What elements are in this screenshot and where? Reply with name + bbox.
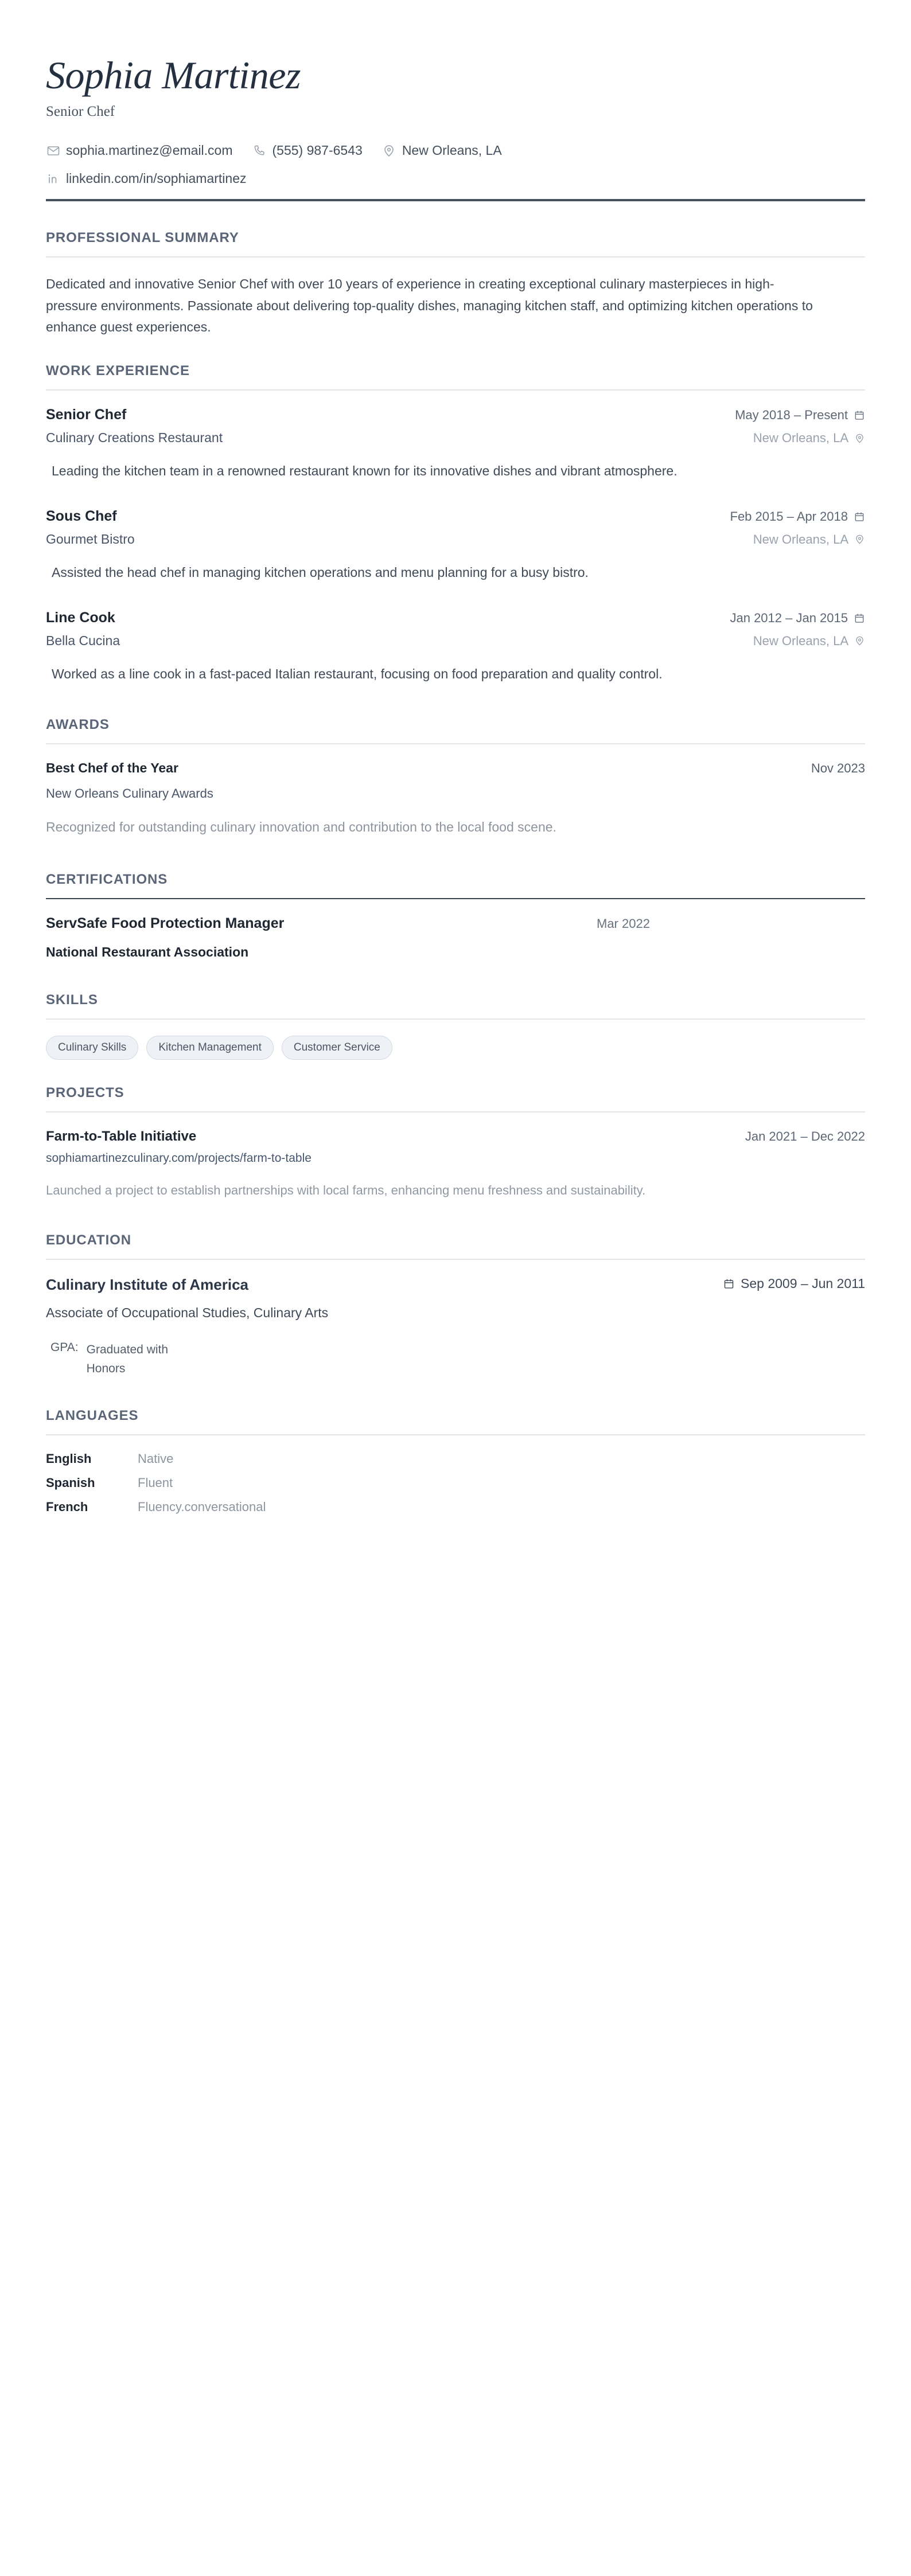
envelope-icon bbox=[46, 143, 60, 158]
education-dates-text: Sep 2009 – Jun 2011 bbox=[741, 1276, 865, 1291]
work-entry bbox=[46, 610, 865, 685]
work-location bbox=[753, 431, 865, 446]
language-row bbox=[46, 1451, 865, 1466]
linkedin-icon bbox=[46, 171, 60, 186]
section-education bbox=[46, 1232, 865, 1378]
contact-location bbox=[382, 143, 502, 158]
work-location-text: New Orleans, LA bbox=[753, 633, 848, 648]
summary-text: Dedicated and innovative Senior Chef with over 10 years of experience in creating exceptional culinary masterpieces in high-pressure environments. Passionate about delivering top-quality dishes, managing kitchen staff, and optimizing kitchen operations to enhance guest experiences. bbox=[46, 276, 813, 334]
contact-email-text: sophia.martinez@email.com bbox=[66, 143, 233, 158]
contact-location-text: New Orleans, LA bbox=[402, 143, 502, 158]
work-company: Culinary Creations Restaurant bbox=[46, 430, 223, 446]
section-languages bbox=[46, 1408, 865, 1515]
contact-row-primary bbox=[46, 143, 865, 158]
section-title-certifications: CERTIFICATIONS bbox=[46, 872, 168, 888]
contact-info bbox=[46, 143, 865, 186]
header-divider bbox=[46, 199, 865, 201]
award-description: Recognized for outstanding culinary innovation and contribution to the local food scene. bbox=[46, 819, 556, 834]
calendar-icon bbox=[854, 511, 865, 522]
candidate-job-title: Senior Chef bbox=[46, 104, 115, 120]
calendar-icon bbox=[854, 612, 865, 624]
resume-header bbox=[46, 55, 865, 205]
award-name: Best Chef of the Year bbox=[46, 760, 178, 775]
location-pin-icon bbox=[382, 143, 396, 158]
skill-list bbox=[46, 1036, 865, 1060]
education-gpa-value: Graduated with Honors bbox=[86, 1343, 169, 1375]
contact-linkedin[interactable] bbox=[46, 171, 247, 186]
work-role: Line Cook bbox=[46, 609, 115, 626]
award-date: Nov 2023 bbox=[811, 760, 865, 775]
section-title-skills: SKILLS bbox=[46, 992, 98, 1008]
candidate-name: Sophia Martinez bbox=[46, 53, 301, 97]
project-entry bbox=[46, 1129, 865, 1200]
work-location-text: New Orleans, LA bbox=[753, 532, 848, 547]
work-entry bbox=[46, 407, 865, 482]
contact-email[interactable] bbox=[46, 143, 233, 158]
education-entry bbox=[46, 1276, 865, 1378]
language-row bbox=[46, 1476, 865, 1490]
award-issuer: New Orleans Culinary Awards bbox=[46, 786, 213, 801]
section-title-languages: LANGUAGES bbox=[46, 1408, 139, 1424]
language-level: Native bbox=[138, 1451, 174, 1466]
language-name: English bbox=[46, 1451, 92, 1466]
language-level: Fluent bbox=[138, 1476, 173, 1490]
contact-row-secondary bbox=[46, 171, 865, 186]
certification-date: Mar 2022 bbox=[597, 916, 650, 931]
work-location bbox=[753, 634, 865, 649]
skill-tag: Culinary Skills bbox=[46, 1036, 138, 1060]
contact-phone-text: (555) 987-6543 bbox=[272, 143, 363, 158]
work-dates bbox=[735, 408, 865, 423]
certification-entry bbox=[46, 915, 865, 960]
skill-tag: Kitchen Management bbox=[146, 1036, 274, 1060]
section-title-work: WORK EXPERIENCE bbox=[46, 363, 190, 379]
section-title-projects: PROJECTS bbox=[46, 1085, 124, 1101]
skill-tag: Customer Service bbox=[282, 1036, 392, 1060]
work-company: Gourmet Bistro bbox=[46, 531, 135, 547]
section-work-experience bbox=[46, 363, 865, 684]
work-dates bbox=[730, 509, 866, 524]
education-school: Culinary Institute of America bbox=[46, 1276, 248, 1294]
location-pin-icon bbox=[854, 433, 865, 444]
language-name: French bbox=[46, 1500, 88, 1515]
certification-name: ServSafe Food Protection Manager bbox=[46, 915, 285, 932]
education-degree: Associate of Occupational Studies, Culinary Arts bbox=[46, 1305, 329, 1321]
language-name: Spanish bbox=[46, 1476, 95, 1490]
location-pin-icon bbox=[854, 635, 865, 646]
award-entry bbox=[46, 760, 865, 838]
education-dates bbox=[723, 1276, 865, 1291]
calendar-icon bbox=[723, 1278, 735, 1290]
work-description: Worked as a line cook in a fast-paced Italian restaurant, focusing on food preparation and quality control. bbox=[52, 666, 663, 681]
contact-phone[interactable] bbox=[252, 143, 363, 158]
certification-issuer: National Restaurant Association bbox=[46, 944, 249, 960]
language-row bbox=[46, 1500, 865, 1515]
project-dates: Jan 2021 – Dec 2022 bbox=[745, 1129, 865, 1144]
language-level: Fluency.conversational bbox=[138, 1500, 266, 1515]
phone-icon bbox=[252, 143, 267, 158]
work-role: Senior Chef bbox=[46, 407, 127, 423]
section-certifications bbox=[46, 872, 865, 960]
contact-linkedin-text: linkedin.com/in/sophiamartinez bbox=[66, 171, 247, 186]
location-pin-icon bbox=[854, 534, 865, 545]
section-title-awards: AWARDS bbox=[46, 716, 110, 732]
section-title-summary: PROFESSIONAL SUMMARY bbox=[46, 230, 239, 246]
project-description: Launched a project to establish partnerships with local farms, enhancing menu freshness and sustainability. bbox=[46, 1183, 646, 1198]
work-company: Bella Cucina bbox=[46, 633, 120, 648]
section-title-education: EDUCATION bbox=[46, 1232, 131, 1248]
work-entry bbox=[46, 508, 865, 583]
section-projects bbox=[46, 1085, 865, 1200]
work-location-text: New Orleans, LA bbox=[753, 431, 848, 446]
calendar-icon bbox=[854, 409, 865, 421]
education-gpa-label: GPA: bbox=[50, 1341, 79, 1354]
section-skills bbox=[46, 992, 865, 1060]
work-dates-text: May 2018 – Present bbox=[735, 408, 848, 423]
education-gpa bbox=[46, 1341, 865, 1378]
work-dates-text: Jan 2012 – Jan 2015 bbox=[730, 610, 848, 625]
work-dates bbox=[730, 611, 865, 626]
work-location bbox=[753, 532, 865, 547]
project-url[interactable]: sophiamartinezculinary.com/projects/farm-to-table bbox=[46, 1152, 312, 1165]
work-description: Leading the kitchen team in a renowned restaurant known for its innovative dishes and vibrant atmosphere. bbox=[52, 463, 678, 479]
project-name: Farm-to-Table Initiative bbox=[46, 1129, 197, 1145]
work-description: Assisted the head chef in managing kitchen operations and menu planning for a busy bistro. bbox=[52, 564, 589, 580]
work-role: Sous Chef bbox=[46, 508, 117, 524]
section-professional-summary bbox=[46, 230, 865, 338]
work-dates-text: Feb 2015 – Apr 2018 bbox=[730, 509, 848, 524]
section-awards bbox=[46, 717, 865, 838]
page-bottom-whitespace bbox=[46, 1515, 865, 2088]
